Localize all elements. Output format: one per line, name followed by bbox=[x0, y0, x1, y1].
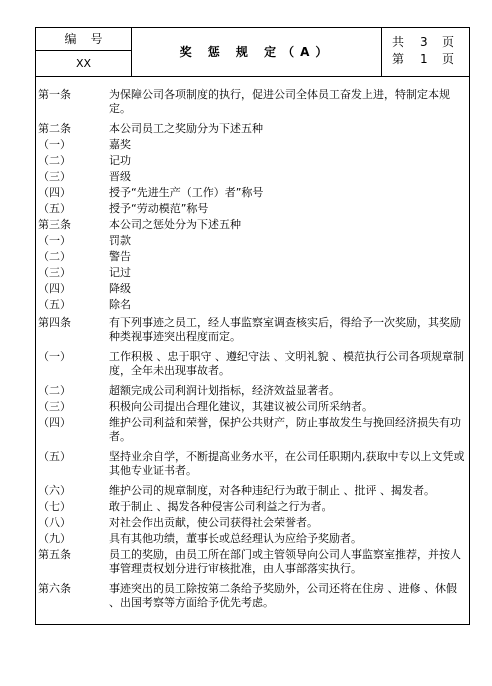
clause-text: 员工的奖励，由员工所在部门或主管领导向公司人事监察室推荐，并按人事管理责权划分进行审核批准，由人事部落实执行。 bbox=[109, 548, 461, 575]
page-total-number: 3 bbox=[420, 35, 428, 49]
clause-text: 警告 bbox=[109, 250, 131, 263]
clause-text: 记过 bbox=[109, 266, 131, 279]
page-current bbox=[392, 51, 464, 67]
document-frame bbox=[35, 27, 470, 625]
code-label: 编号 bbox=[36, 28, 131, 51]
clause-label: （四） bbox=[38, 186, 71, 199]
clause-label: （四） bbox=[38, 416, 71, 429]
clause-label: 第三条 bbox=[38, 218, 71, 231]
clause-text: 有下列事迹之员工，经人事监察室调查核实后，得给予一次奖励，其奖励种类视事迹突出程度而定。 bbox=[109, 316, 461, 343]
clause-text: 积极向公司提出合理化建议，其建议被公司所采纳者。 bbox=[109, 400, 373, 413]
code-value: XX bbox=[75, 57, 92, 70]
clause-text: 敢于制止 、揭发各种侵害公司利益之行为者。 bbox=[109, 500, 333, 513]
clause-label: 第四条 bbox=[38, 316, 71, 329]
clause-text: 晋级 bbox=[109, 170, 131, 183]
clause-label: （二） bbox=[38, 384, 71, 397]
clause-text: 授予“先进生产（工作）者”称号 bbox=[109, 186, 264, 199]
document-title: 奖 惩 规 定（A） bbox=[179, 45, 334, 59]
document-header bbox=[36, 28, 469, 77]
clause-label: （九） bbox=[38, 532, 71, 545]
page-current-number: 1 bbox=[420, 52, 428, 66]
clause-text: 具有其他功绩，董事长或总经理认为应给予奖励者。 bbox=[109, 532, 362, 545]
clause-label: （二） bbox=[38, 154, 71, 167]
clause-label: （七） bbox=[38, 500, 71, 513]
clause-text: 工作积极 、忠于职守 、遵纪守法 、文明礼貌 、模范执行公司各项规章制度，全年未出现事故者。 bbox=[109, 350, 464, 377]
clause-text: 对社会作出贡献，使公司获得社会荣誉者。 bbox=[109, 516, 318, 529]
page-total-prefix: 共 bbox=[392, 35, 405, 49]
clause-text: 本公司之惩处分为下述五种 bbox=[109, 218, 241, 231]
clause-label: （一） bbox=[38, 350, 71, 363]
clause-label: 第二条 bbox=[38, 122, 71, 135]
clause-label: 第五条 bbox=[38, 548, 71, 561]
clause-text: 嘉奖 bbox=[109, 138, 131, 151]
clause-label: 第一条 bbox=[38, 88, 71, 101]
clause-label: （三） bbox=[38, 266, 71, 279]
clause-text: 降级 bbox=[109, 282, 131, 295]
clause-text: 除名 bbox=[109, 298, 131, 311]
page-count-cell bbox=[382, 28, 469, 76]
clause-label: （一） bbox=[38, 234, 71, 247]
clause-text: 事迹突出的员工除按第二条给予奖励外，公司还将在住房 、进修 、休假 、出国考察等方面给予优先考虑。 bbox=[109, 582, 457, 609]
clause-label: （八） bbox=[38, 516, 71, 529]
clause-text: 超额完成公司利润计划指标，经济效益显著者。 bbox=[109, 384, 340, 397]
page-total-suffix: 页 bbox=[442, 35, 455, 49]
clause-label: （四） bbox=[38, 282, 71, 295]
clause-label: （一） bbox=[38, 138, 71, 151]
clause-label: （三） bbox=[38, 170, 71, 183]
clause-text: 维护公司利益和荣誉，保护公共财产，防止事故发生与挽回经济损失有功者。 bbox=[109, 416, 461, 443]
clause-label: （三） bbox=[38, 400, 71, 413]
clause-text: 记功 bbox=[109, 154, 131, 167]
title-cell bbox=[132, 28, 382, 76]
clause-text: 坚持业余自学，不断提高业务水平，在公司任职期内,获取中专以上文凭或其他专业证书者。 bbox=[109, 450, 465, 477]
clause-label: （五） bbox=[38, 298, 71, 311]
clause-text: 罚款 bbox=[109, 234, 131, 247]
clause-text: 本公司员工之奖励分为下述五种 bbox=[109, 122, 263, 135]
clause-label: （二） bbox=[38, 250, 71, 263]
page-current-suffix: 页 bbox=[442, 52, 455, 66]
clause-label: 第六条 bbox=[38, 582, 71, 595]
page-total bbox=[392, 34, 464, 50]
clause-text: 为保障公司各项制度的执行，促进公司全体员工奋发上进，特制定本规定。 bbox=[109, 88, 450, 115]
code-cell bbox=[36, 28, 132, 76]
clause-text: 授予“劳动模范”称号 bbox=[109, 202, 209, 215]
clause-label: （六） bbox=[38, 484, 71, 497]
page-current-prefix: 第 bbox=[392, 52, 405, 66]
clause-label: （五） bbox=[38, 202, 71, 215]
clause-label: （五） bbox=[38, 450, 71, 463]
clause-text: 维护公司的规章制度，对各种违纪行为敢于制止 、批评 、揭发者。 bbox=[109, 484, 435, 497]
